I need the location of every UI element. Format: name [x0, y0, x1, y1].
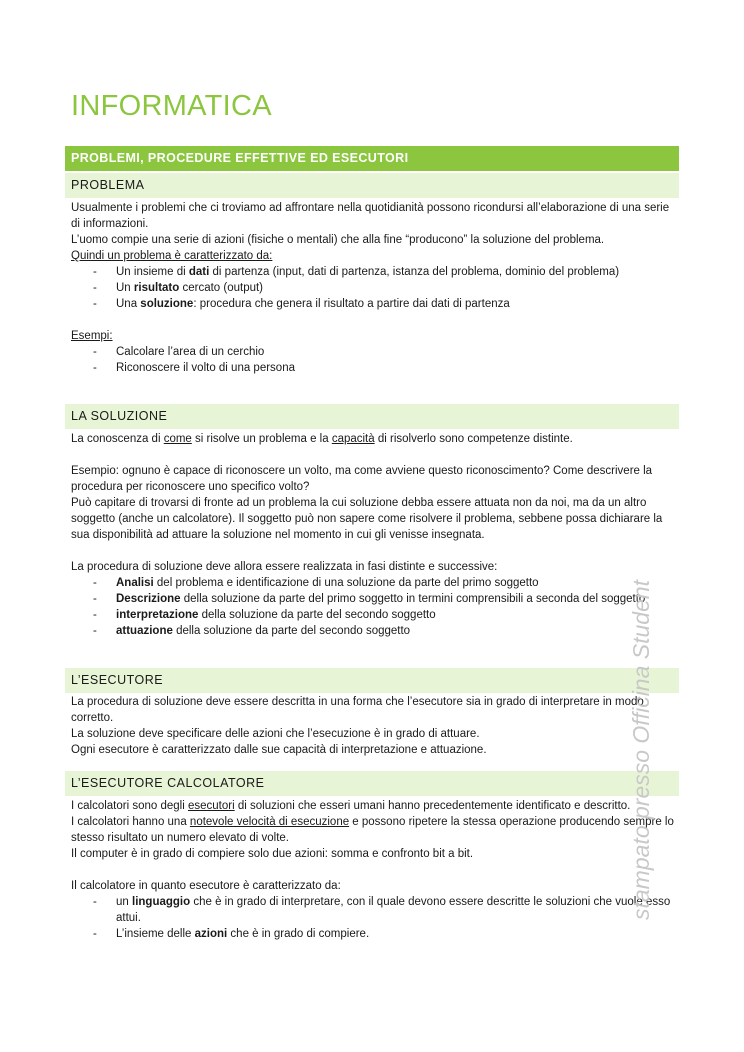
list-item: - Un risultato cercato (output) — [71, 280, 677, 296]
list-item: - Un insieme di dati di partenza (input, dati di partenza, istanza del problema, dominio del problema) — [71, 264, 677, 280]
subsection-header-calcolatore: L’ESECUTORE CALCOLATORE — [65, 771, 679, 796]
paragraph: La procedura di soluzione deve essere descritta in una forma che l’esecutore sia in grado di interpretare in modo corretto. — [71, 696, 644, 724]
paragraph: Quindi un problema è caratterizzato da: — [71, 250, 273, 262]
list-item: - Riconoscere il volto di una persona — [71, 360, 677, 376]
paragraph: I calcolatori hanno una notevole velocità di esecuzione e possono ripetere la stessa operazione producendo sempre lo stesso risultato un numero elevato di volte. — [71, 816, 674, 844]
subsection-header-soluzione: LA SOLUZIONE — [65, 404, 679, 429]
paragraph: La conoscenza di come si risolve un problema e la capacità di risolverlo sono competenze distinte. — [71, 433, 573, 445]
paragraph: L’uomo compie una serie di azioni (fisiche o mentali) che alla fine “producono” la soluzione del problema. — [71, 234, 605, 246]
esecutore-body — [71, 694, 677, 758]
problema-list — [71, 264, 677, 312]
examples-label: Esempi: — [71, 330, 113, 342]
list-item: - Una soluzione: procedura che genera il risultato a partire dai dati di partenza — [71, 296, 677, 312]
paragraph: Esempio: ognuno è capace di riconoscere un volto, ma come avviene questo riconoscimento? Come descrivere la procedura per riconoscere uno specifico volto? — [71, 465, 653, 493]
watermark: stampato presso Officina Student — [628, 579, 654, 920]
problema-body — [71, 200, 677, 376]
list-item: - Calcolare l’area di un cerchio — [71, 344, 677, 360]
calcolatore-list — [71, 894, 677, 942]
paragraph: La procedura di soluzione deve allora essere realizzata in fasi distinte e successive: — [71, 561, 498, 573]
list-item: - L’insieme delle azioni che è in grado di compiere. — [71, 926, 677, 942]
fasi-list — [71, 575, 677, 639]
list-item: - un linguaggio che è in grado di interpretare, con il quale devono essere descritte le soluzioni che vuole esso attui. — [71, 894, 677, 926]
paragraph: Può capitare di trovarsi di fronte ad un problema la cui soluzione debba essere attuata non da noi, ma da un altro soggetto (anche un calcolatore). Il soggetto può non sapere come risolvere il problema, sebbene possa dichiarare la sua disponibilità ad attuare la soluzione nel momento in cui gli venisse insegnata. — [71, 497, 663, 541]
examples-list — [71, 344, 677, 376]
list-item: - Descrizione della soluzione da parte del primo soggetto in termini comprensibili a seconda del soggetto — [71, 591, 677, 607]
calcolatore-body — [71, 798, 677, 942]
list-item: - Analisi del problema e identificazione di una soluzione da parte del primo soggetto — [71, 575, 677, 591]
paragraph: Ogni esecutore è caratterizzato dalle sue capacità di interpretazione e attuazione. — [71, 744, 487, 756]
soluzione-body — [71, 431, 677, 639]
document-title: INFORMATICA — [71, 90, 272, 122]
subsection-header-esecutore: L’ESECUTORE — [65, 668, 679, 693]
list-item: - attuazione della soluzione da parte del secondo soggetto — [71, 623, 677, 639]
subsection-header-problema: PROBLEMA — [65, 173, 679, 198]
paragraph: La soluzione deve specificare delle azioni che l’esecuzione è in grado di attuare. — [71, 728, 480, 740]
paragraph: Il calcolatore in quanto esecutore è caratterizzato da: — [71, 880, 341, 892]
paragraph: Il computer è in grado di compiere solo due azioni: somma e confronto bit a bit. — [71, 848, 474, 860]
list-item: - interpretazione della soluzione da parte del secondo soggetto — [71, 607, 677, 623]
section-header-problemi: PROBLEMI, PROCEDURE EFFETTIVE ED ESECUTORI — [65, 146, 679, 171]
paragraph: Usualmente i problemi che ci troviamo ad affrontare nella quotidianità possono ricondursi all’elaborazione di una serie di informazioni. — [71, 202, 670, 230]
paragraph: I calcolatori sono degli esecutori di soluzioni che esseri umani hanno precedentemente identificato e descritto. — [71, 800, 631, 812]
